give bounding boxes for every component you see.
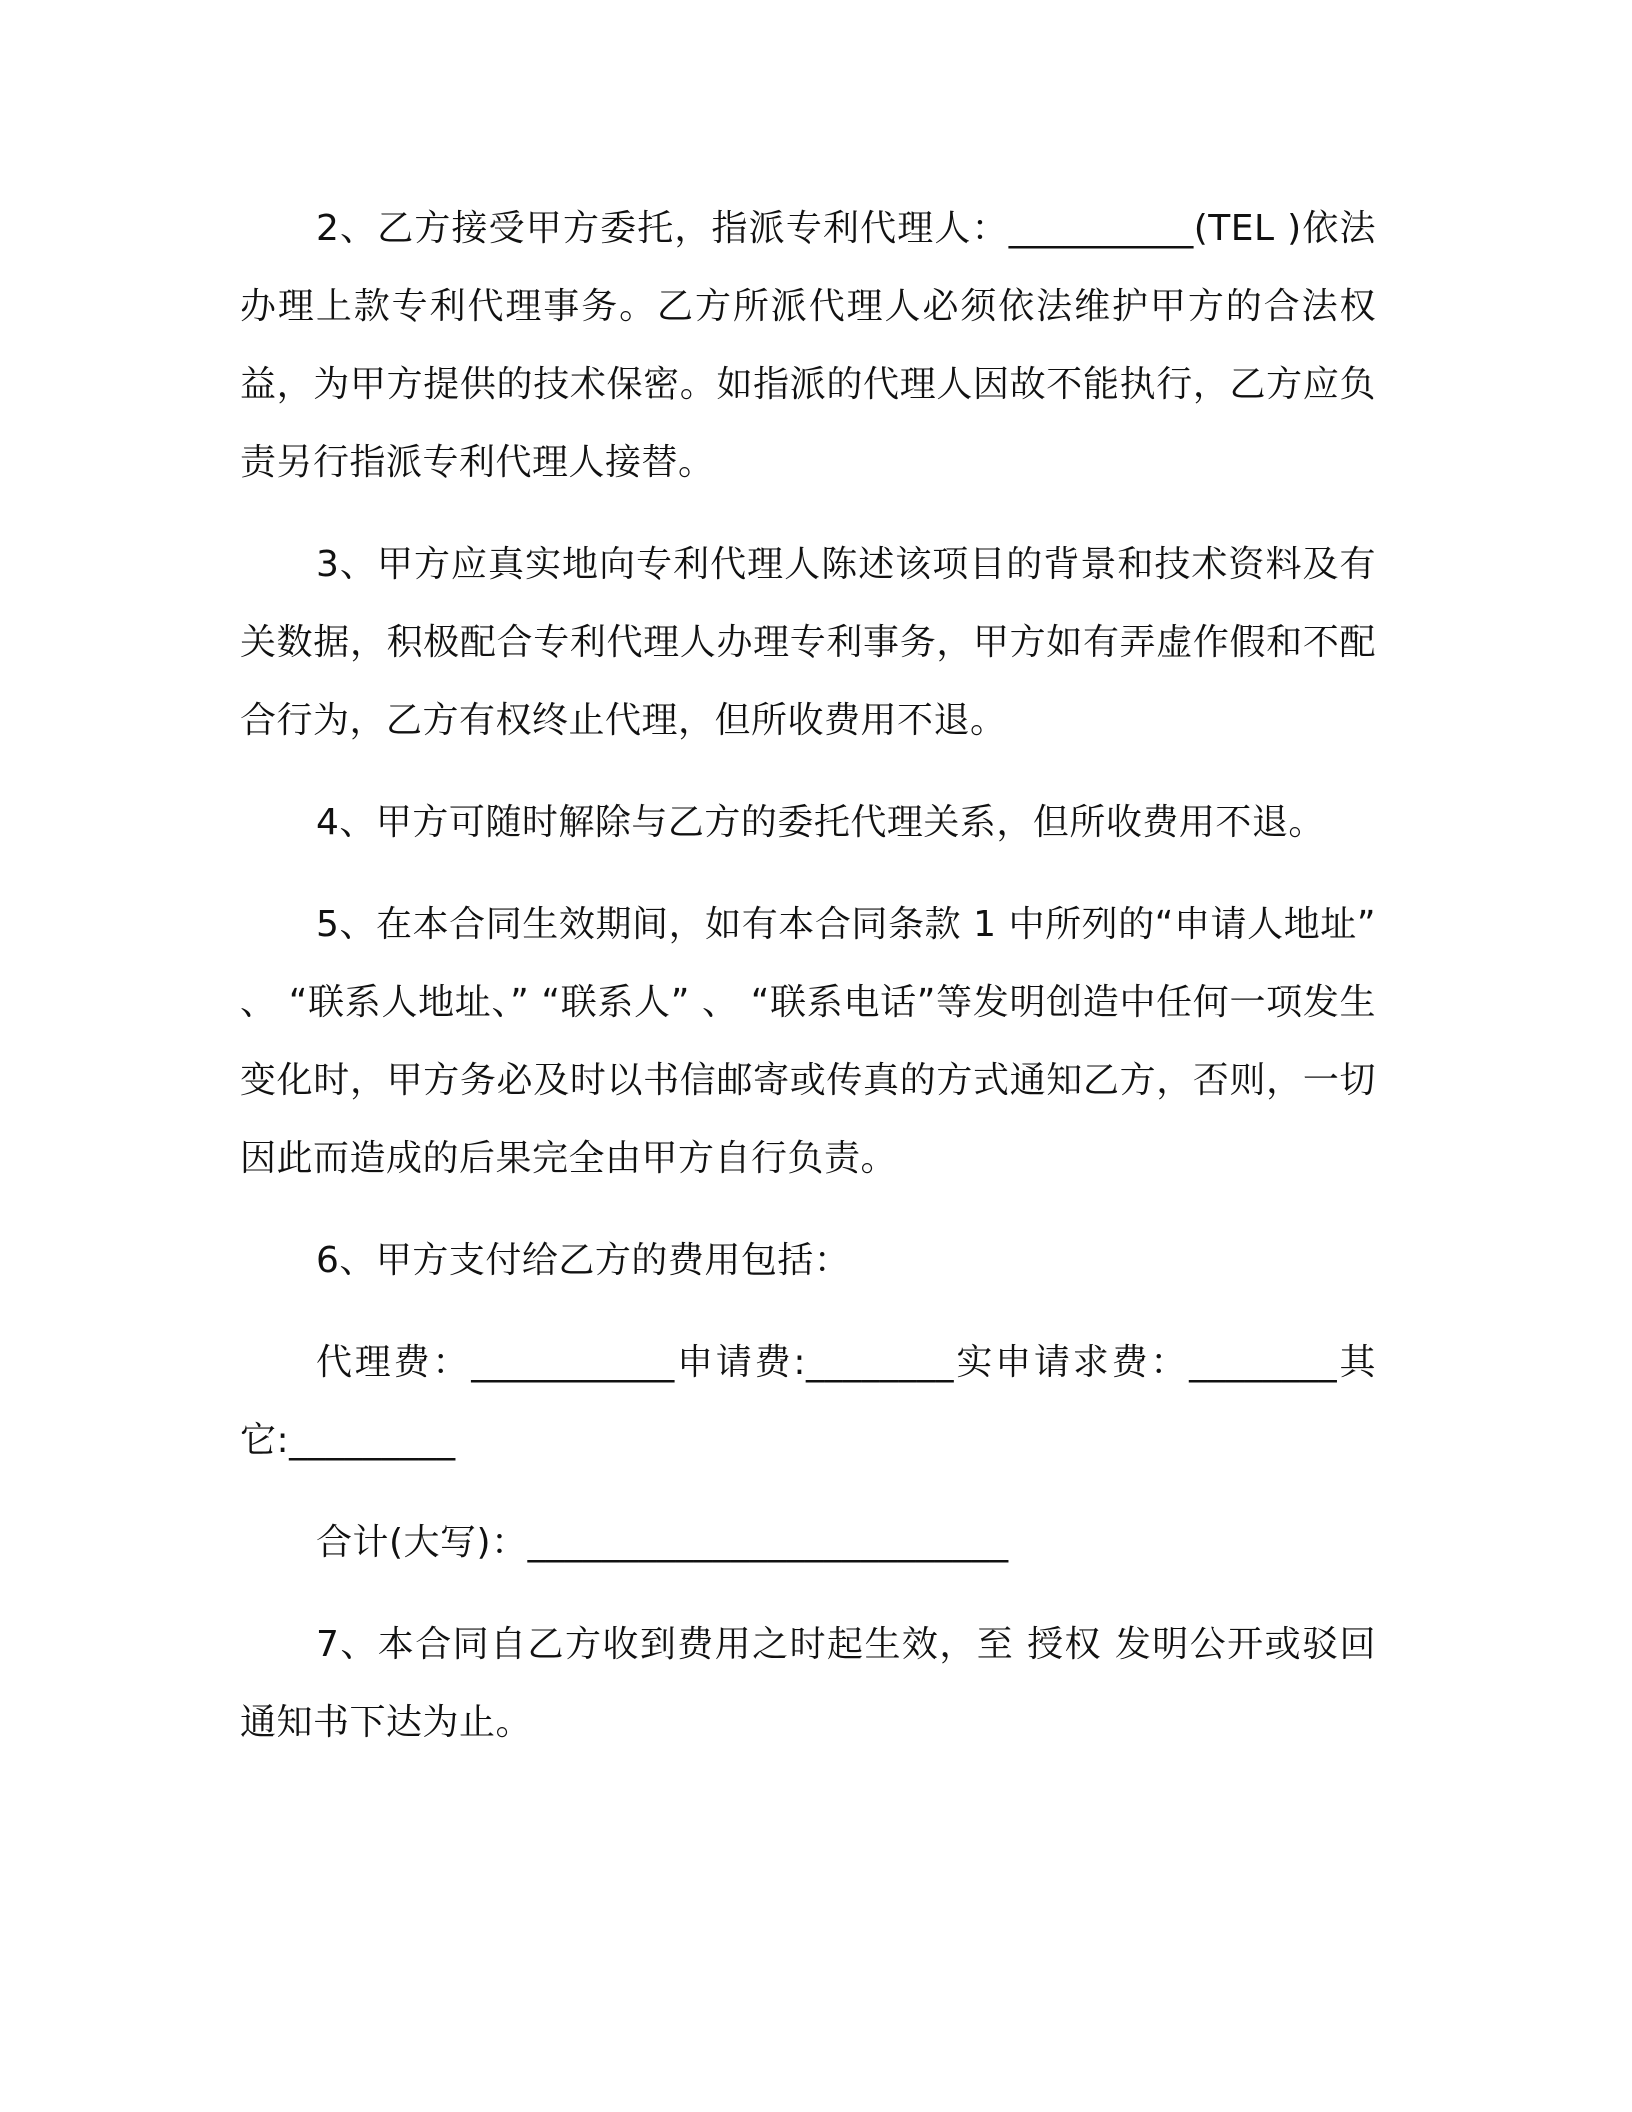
clause-5-paragraph: 5、在本合同生效期间，如有本合同条款 1 中所列的“申请人地址” 、 “联系人地址、” “联系人” 、 “联系电话”等发明创造中任何一项发生变化时，甲方务必及时以书信邮寄或传真的方式通知乙方，否则，一切因此而造成的后果完全由甲方自行负责。 [240,904,1388,1179]
clause-7-paragraph: 7、本合同自乙方收到费用之时起生效，至 授权 发明公开或驳回通知书下达为止。 [240,1624,1376,1743]
fees-line: 代理费：___________申请费:________实申请求费：________其它:_________ [240,1342,1376,1461]
clause-3-paragraph: 3、甲方应真实地向专利代理人陈述该项目的背景和技术资料及有关数据，积极配合专利代理人办理专利事务，甲方如有弄虚作假和不配合行为，乙方有权终止代理，但所收费用不退。 [240,544,1376,741]
document-body [240,190,1388,1786]
total-line: 合计(大写)：__________________________ [316,1522,1009,1563]
clause-4-paragraph: 4、甲方可随时解除与乙方的委托代理关系，但所收费用不退。 [316,802,1325,843]
clause-2-paragraph: 2、乙方接受甲方委托，指派专利代理人：__________(TEL )依法办理上款专利代理事务。乙方所派代理人必须依法维护甲方的合法权益，为甲方提供的技术保密。如指派的代理人因故不能执行，乙方应负责另行指派专利代理人接替。 [240,208,1376,483]
clause-6-paragraph: 6、甲方支付给乙方的费用包括： [316,1240,851,1281]
